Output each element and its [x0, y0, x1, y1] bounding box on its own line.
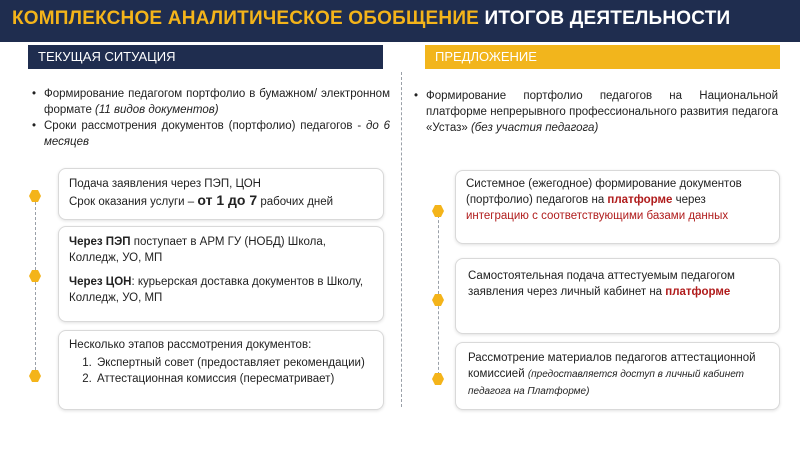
right-bullet-portfolio-note: (без участия педагога)	[470, 122, 599, 134]
page-title-accent: КОМПЛЕКСНОЕ АНАЛИТИЧЕСКОЕ ОБОБЩЕНИЕ	[12, 8, 480, 29]
left-card-channels-pep-label: Через ПЭП	[69, 236, 131, 248]
left-card-application-line1: Подача заявления через ПЭП, ЦОН	[69, 178, 261, 190]
left-card-application	[58, 168, 384, 220]
left-card-stages	[58, 330, 384, 410]
right-card-self-application-platform: платформе	[665, 286, 731, 298]
right-bullets	[412, 88, 778, 136]
left-card-application-line2	[69, 192, 373, 210]
right-bullet-portfolio	[412, 88, 778, 136]
right-card-commission-review	[455, 342, 780, 410]
right-timeline-marker-1	[432, 205, 444, 217]
left-timeline-line	[35, 192, 36, 380]
left-timeline-marker-3	[29, 370, 41, 382]
left-bullet-deadlines	[30, 118, 390, 150]
right-timeline-marker-2	[432, 294, 444, 306]
right-card-self-application	[455, 258, 780, 334]
proposal-heading: ПРЕДЛОЖЕНИЕ	[425, 45, 780, 69]
right-card-platform-formation-platform: платформе	[607, 194, 673, 206]
left-bullet-portfolio-note: (11 видов документов)	[95, 104, 219, 116]
column-divider	[401, 72, 402, 407]
left-timeline-marker-2	[29, 270, 41, 282]
left-card-application-term-unit: рабочих дней	[257, 196, 334, 208]
left-bullets	[30, 86, 390, 150]
right-card-platform-formation-integration: интеграцию с соответствующими базами данных	[466, 210, 729, 222]
left-card-stages-intro: Несколько этапов рассмотрения документов:	[69, 339, 312, 351]
right-card-platform-formation	[455, 170, 780, 244]
left-card-application-term-label: Срок оказания услуги –	[69, 196, 198, 208]
left-card-channels-con-label: Через ЦОН	[69, 276, 132, 288]
left-card-channels-con	[69, 274, 373, 306]
left-card-stages-list	[69, 355, 373, 387]
left-card-channels	[58, 226, 384, 322]
left-card-channels-con-text: : курьерская доставка документов в Школу, Колледж, УО, МП	[69, 276, 364, 304]
left-bullet-deadlines-text: Сроки рассмотрения документов (портфолио) педагогов -	[44, 120, 367, 132]
right-card-self-application-text: Самостоятельная подача аттестуемым педагогом заявления через личный кабинет на	[468, 270, 735, 298]
left-card-channels-pep	[69, 234, 373, 266]
left-timeline-marker-1	[29, 190, 41, 202]
left-card-stages-item: 1. Экспертный совет (предоставляет рекомендации)	[95, 355, 373, 371]
left-bullet-deadlines-note: до 6 месяцев	[44, 120, 390, 148]
right-card-commission-review-note: (предоставляется доступ в личный кабинет педагога на Платформе)	[468, 369, 745, 397]
left-card-stages-item: 2. Аттестационная комиссия (пересматривает)	[95, 371, 373, 387]
left-card-application-term-value: от 1 до 7	[197, 192, 258, 208]
right-card-platform-formation-via: через	[672, 194, 706, 206]
right-timeline-marker-3	[432, 373, 444, 385]
right-card-platform-formation-text: Системное (ежегодное) формирование документов (портфолио) педагогов на	[466, 178, 742, 206]
right-bullet-portfolio-text: Формирование портфолио педагогов на Национальной платформе непрерывного профессионального развития педагога «Устаз»	[426, 90, 778, 134]
page-title	[12, 8, 730, 30]
page-title-rest: ИТОГОВ ДЕЯТЕЛЬНОСТИ	[479, 8, 731, 29]
right-card-commission-review-text: Рассмотрение материалов педагогов аттестационной комиссией	[468, 352, 756, 380]
left-bullet-portfolio-text: Формирование педагогом портфолио в бумажном/ электронном формате	[44, 88, 390, 116]
header-bar	[0, 0, 800, 42]
left-card-channels-pep-text: поступает в АРМ ГУ (НОБД) Школа, Колледж, УО, МП	[69, 236, 326, 264]
current-situation-heading: ТЕКУЩАЯ СИТУАЦИЯ	[28, 45, 383, 69]
left-bullet-portfolio	[30, 86, 390, 118]
